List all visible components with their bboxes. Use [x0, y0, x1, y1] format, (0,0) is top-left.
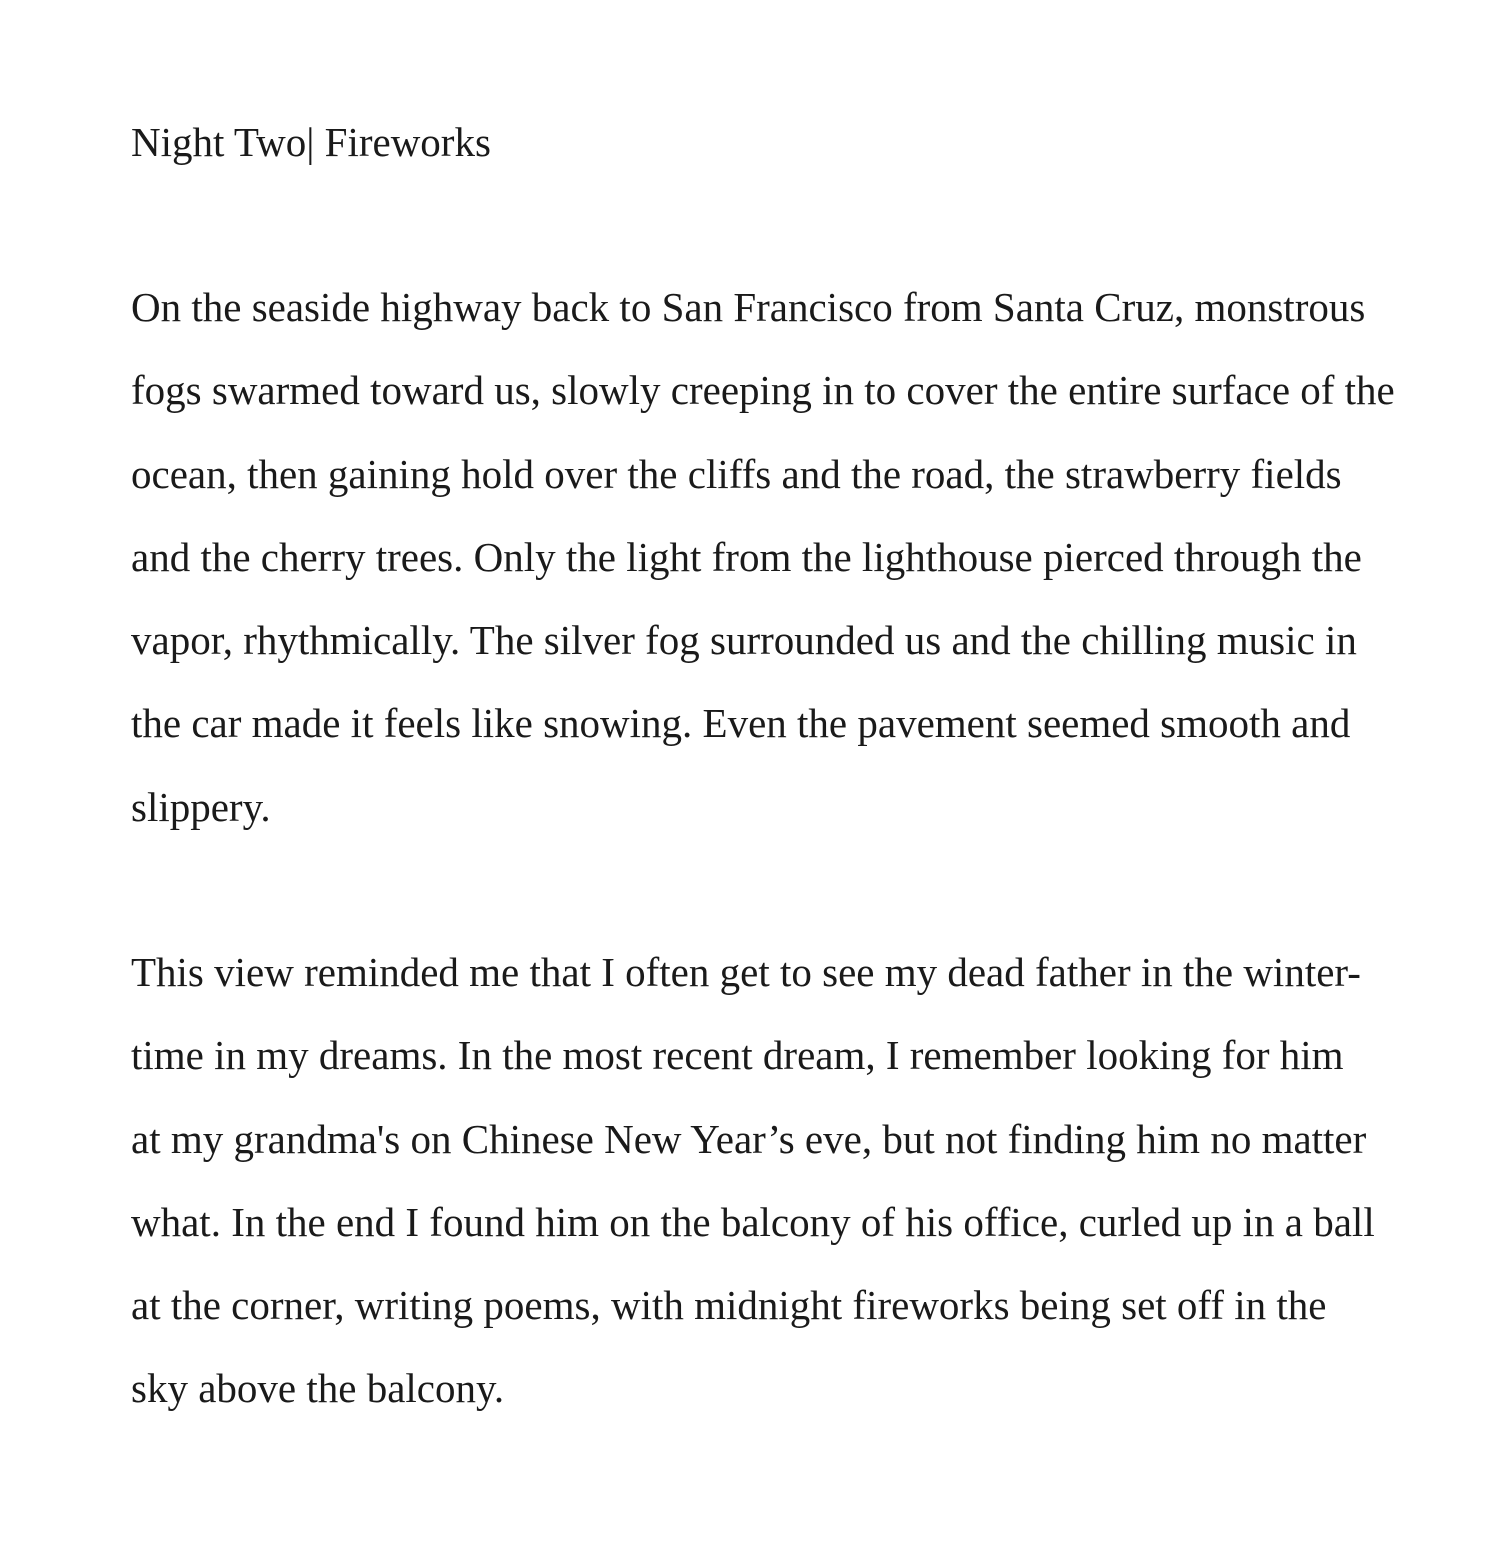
paragraph-line: what. In the end I found him on the balcony of his office, curled up in a ball: [131, 1198, 1375, 1245]
paragraph-line: at my grandma's on Chinese New Year’s eve, but not finding him no matter: [131, 1115, 1367, 1162]
paragraph-1: [131, 266, 1395, 849]
paragraph-line: On the seaside highway back to San Francisco from Santa Cruz, monstrous: [131, 284, 1366, 330]
paragraph-line: sky above the balcony.: [131, 1365, 505, 1412]
paragraph-line: This view reminded me that I often get to see my dead father in the winter-: [131, 949, 1361, 995]
document-title: Night Two| Fireworks: [131, 119, 491, 165]
paragraph-line: ocean, then gaining hold over the cliffs and the road, the strawberry fields: [131, 450, 1342, 497]
paragraph-line: and the cherry trees. Only the light from the lighthouse pierced through the: [131, 533, 1362, 580]
paragraph-line: slippery.: [131, 783, 271, 830]
paragraph-2: [131, 931, 1375, 1431]
paragraph-line: vapor, rhythmically. The silver fog surrounded us and the chilling music in: [131, 617, 1357, 664]
paragraph-line: at the corner, writing poems, with midnight fireworks being set off in the: [131, 1282, 1327, 1329]
paragraph-line: time in my dreams. In the most recent dream, I remember looking for him: [131, 1032, 1344, 1079]
paragraph-line: the car made it feels like snowing. Even the pavement seemed smooth and: [131, 700, 1351, 747]
paragraph-line: fogs swarmed toward us, slowly creeping in to cover the entire surface of the: [131, 367, 1395, 414]
